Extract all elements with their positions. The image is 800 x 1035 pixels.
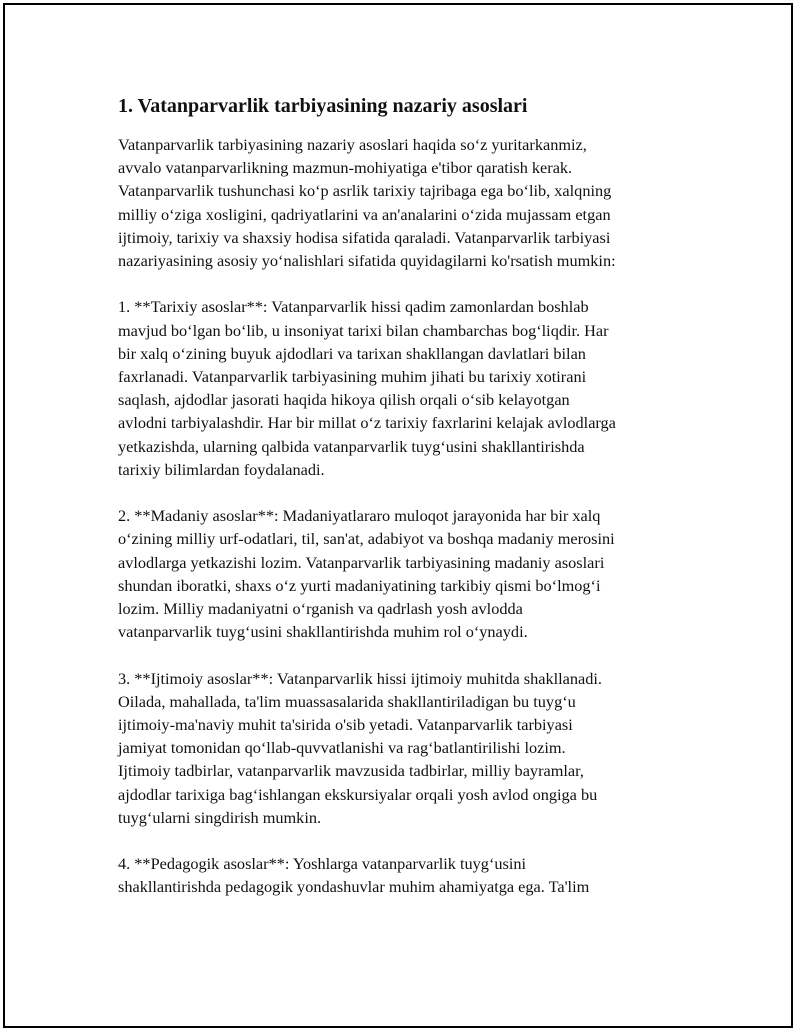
text-line: avlodlarga yetkazishi lozim. Vatanparvarlik tarbiyasining madaniy asoslari: [118, 552, 605, 572]
text-line: ajdodlar tarixiga bag‘ishlangan ekskursiyalar orqali yosh avlod ongiga bu: [118, 784, 598, 804]
text-line: saqlash, ajdodlar jasorati haqida hikoya qilish orqali o‘sib kelayotgan: [118, 390, 570, 410]
text-line: bir xalq o‘zining buyuk ajdodlari va tarixan shakllangan davlatlari bilan: [118, 343, 586, 363]
text-line: Oilada, mahallada, ta'lim muassasalarida shakllantiriladigan bu tuyg‘u: [118, 691, 576, 711]
text-line: Vatanparvarlik tushunchasi ko‘p asrlik tarixiy tajribaga ega bo‘lib, xalqning: [118, 181, 612, 201]
historical-foundations-paragraph: [118, 295, 718, 481]
text-line: Ijtimoiy tadbirlar, vatanparvarlik mavzusida tadbirlar, milliy bayramlar,: [118, 761, 584, 781]
text-line: milliy o‘ziga xosligini, qadriyatlarini va an'analarini o‘zida mujassam etgan: [118, 204, 611, 224]
document-body: [118, 93, 718, 922]
text-line: 3. **Ijtimoiy asoslar**: Vatanparvarlik hissi ijtimoiy muhitda shakllanadi.: [118, 668, 603, 688]
text-line: vatanparvarlik tuyg‘usini shakllantirishda muhim rol o‘ynaydi.: [118, 622, 528, 642]
text-line: shakllantirishda pedagogik yondashuvlar muhim ahamiyatga ega. Ta'lim: [118, 877, 590, 897]
intro-paragraph: [118, 133, 718, 272]
text-line: o‘zining milliy urf-odatlari, til, san'at, adabiyot va boshqa madaniy merosini: [118, 529, 615, 549]
text-line: ijtimoiy, tarixiy va shaxsiy hodisa sifatida qaraladi. Vatanparvarlik tarbiyasi: [118, 227, 611, 247]
text-line: tarixiy bilimlardan foydalanadi.: [118, 459, 325, 479]
text-line: tuyg‘ularni singdirish mumkin.: [118, 807, 322, 827]
text-line: lozim. Milliy madaniyatni o‘rganish va qadrlash yosh avlodda: [118, 599, 523, 619]
social-foundations-paragraph: [118, 667, 718, 829]
cultural-foundations-paragraph: [118, 504, 718, 643]
text-line: jamiyat tomonidan qo‘llab-quvvatlanishi va rag‘batlantirilishi lozim.: [118, 738, 566, 758]
text-line: ijtimoiy-ma'naviy muhit ta'sirida o'sib yetadi. Vatanparvarlik tarbiyasi: [118, 715, 573, 735]
text-line: Vatanparvarlik tarbiyasining nazariy asoslari haqida so‘z yuritarkanmiz,: [118, 135, 587, 154]
text-line: avvalo vatanparvarlikning mazmun-mohiyatiga e'tibor qaratish kerak.: [118, 158, 573, 178]
text-line: yetkazishda, ularning qalbida vatanparvarlik tuyg‘usini shakllantirishda: [118, 436, 585, 456]
text-line: 4. **Pedagogik asoslar**: Yoshlarga vatanparvarlik tuyg‘usini: [118, 854, 527, 874]
section-heading: 1. Vatanparvarlik tarbiyasining nazariy asoslari: [118, 95, 528, 117]
text-line: nazariyasining asosiy yo‘nalishlari sifatida quyidagilarni ko'rsatish mumkin:: [118, 251, 616, 271]
text-line: mavjud bo‘lgan bo‘lib, u insoniyat tarixi bilan chambarchas bog‘liqdir. Har: [118, 320, 609, 340]
text-line: 2. **Madaniy asoslar**: Madaniyatlararo muloqot jarayonida har bir xalq: [118, 506, 601, 526]
text-line: faxrlanadi. Vatanparvarlik tarbiyasining muhim jihati bu tarixiy xotirani: [118, 367, 587, 387]
pedagogical-foundations-paragraph: [118, 852, 718, 898]
text-line: shundan iboratki, shaxs o‘z yurti madaniyatining tarkibiy qismi bo‘lmog‘i: [118, 575, 601, 595]
text-line: avlodni tarbiyalashdir. Har bir millat o‘z tarixiy faxrlarini kelajak avlodlarga: [118, 413, 616, 433]
text-line: 1. **Tarixiy asoslar**: Vatanparvarlik hissi qadim zamonlardan boshlab: [118, 297, 589, 317]
